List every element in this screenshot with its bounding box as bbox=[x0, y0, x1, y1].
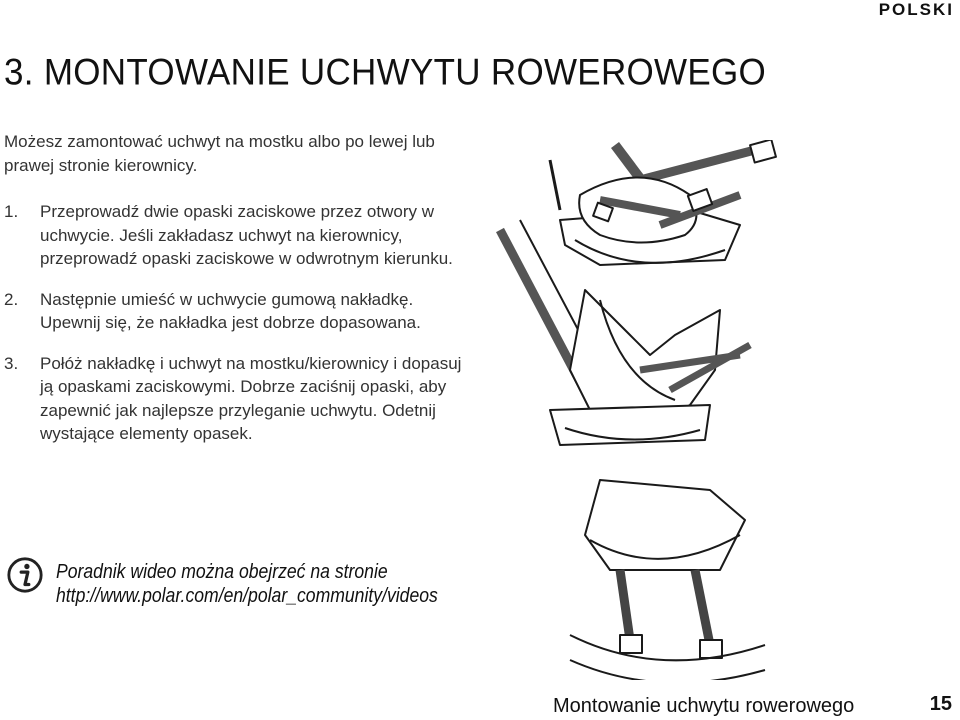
step-number: 3. bbox=[4, 353, 19, 373]
note-text bbox=[56, 560, 438, 608]
note-line: Poradnik wideo można obejrzeć na stronie bbox=[56, 561, 388, 583]
language-label: POLSKI bbox=[878, 0, 954, 19]
footer-section-title: Montowanie uchwytu rowerowego bbox=[553, 695, 855, 717]
step-number: 1. bbox=[4, 202, 19, 221]
step-number: 2. bbox=[4, 289, 19, 309]
step-text: Następnie umieść w uchwycie gumową nakładkę. Upewnij się, że nakładka jest dobrze dopasowana. bbox=[40, 289, 421, 332]
page-number: 15 bbox=[929, 693, 952, 715]
step-item bbox=[4, 200, 474, 271]
steps-list bbox=[4, 200, 474, 463]
video-note bbox=[6, 556, 526, 616]
page-title: 3. MONTOWANIE UCHWYTU ROWEROWEGO bbox=[4, 52, 767, 93]
step-text: Przeprowadź dwie opaski zaciskowe przez otwory w uchwycie. Jeśli zakładasz uchwyt na kierownicy, przeprowadź opaski zaciskowe w odwrotnym kierunku. bbox=[40, 202, 453, 268]
bike-mount-assembly-illustration bbox=[490, 140, 790, 680]
step-item bbox=[4, 352, 474, 446]
step-text: Połóż nakładkę i uchwyt na mostku/kierownicy i dopasuj ją opaskami zaciskowymi. Dobrze zaciśnij opaski, aby zapewnić jak najlepsze przyleganie uchwytu. Odetnij wystające elementy opasek. bbox=[40, 353, 462, 443]
step-item bbox=[4, 288, 474, 335]
info-icon bbox=[6, 556, 44, 594]
note-url[interactable]: http://www.polar.com/en/polar_community/videos bbox=[56, 585, 438, 607]
intro-paragraph: Możesz zamontować uchwyt na mostku albo po lewej lub prawej stronie kierownicy. bbox=[4, 132, 435, 175]
